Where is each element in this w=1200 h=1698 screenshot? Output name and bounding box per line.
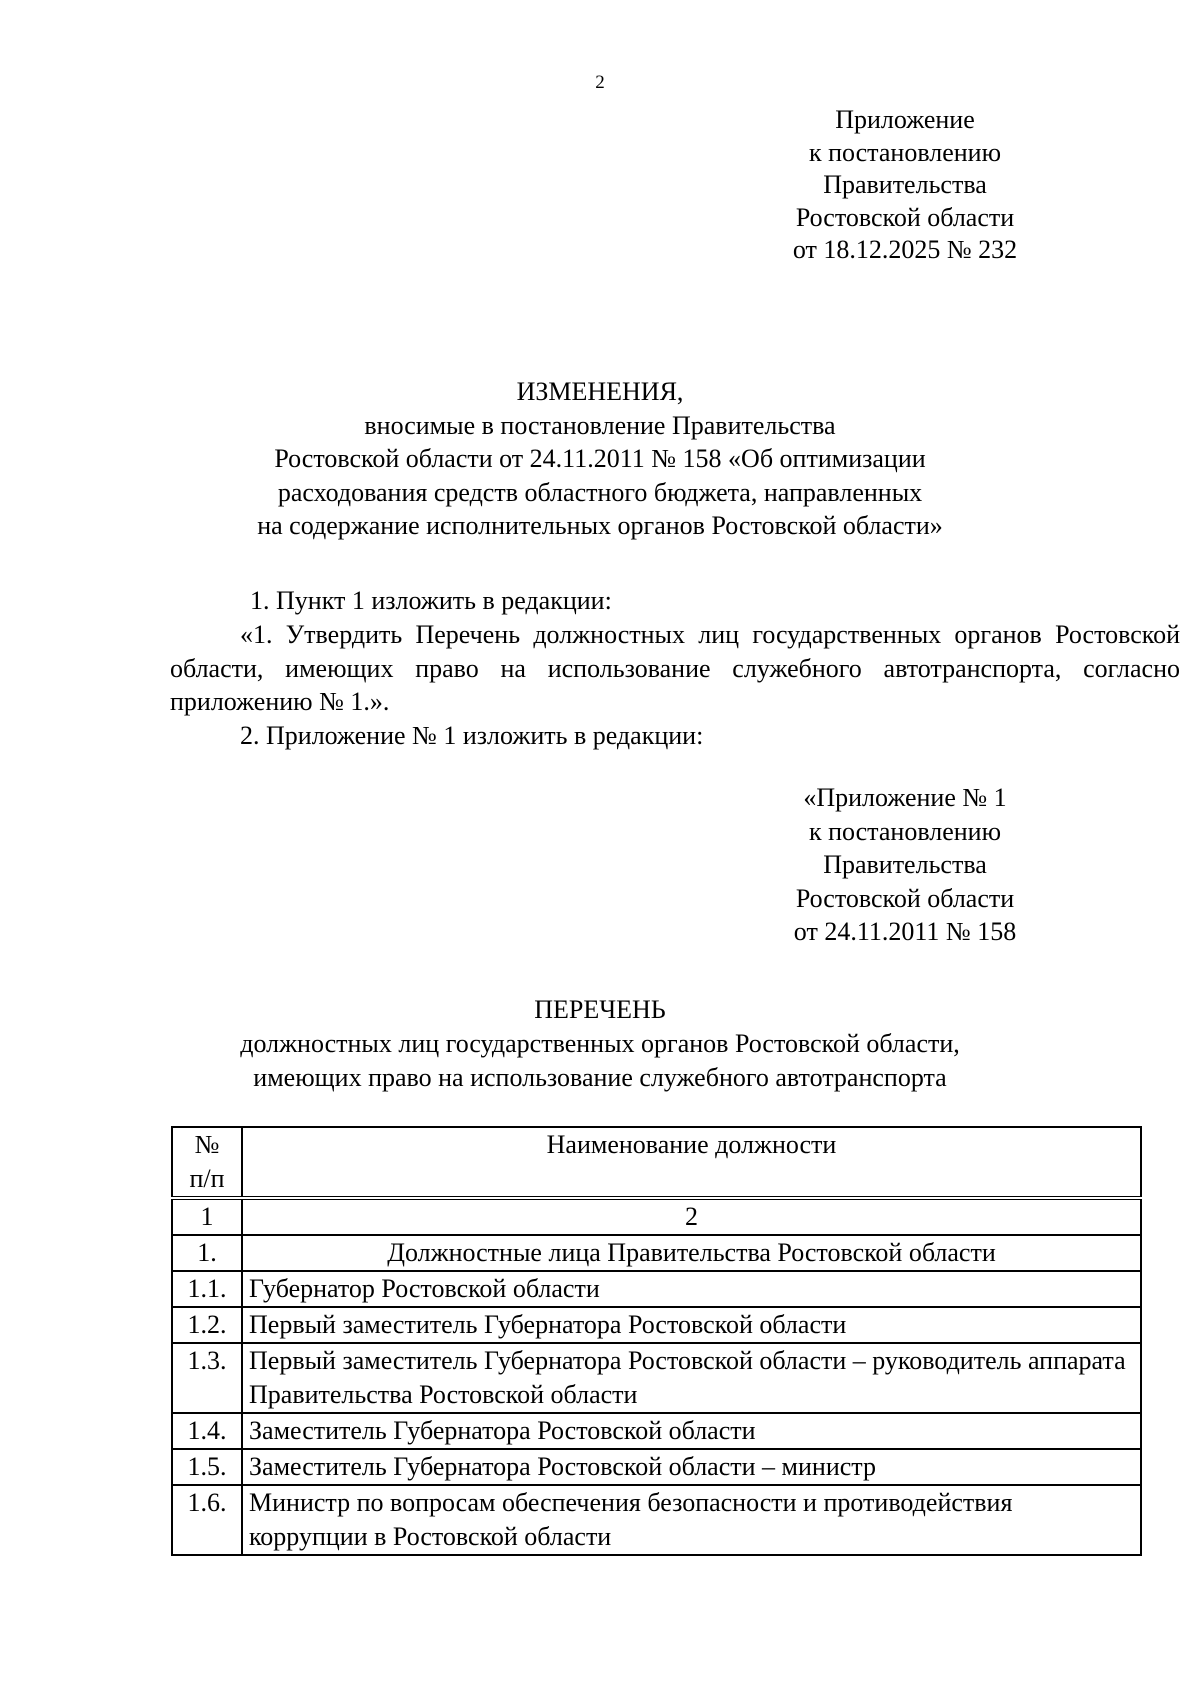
row-num-cell: 1.2. [172, 1307, 242, 1343]
row-name-cell: Министр по вопросам обеспечения безопасности и противодействия коррупции в Ростовской области [242, 1485, 1141, 1555]
header-name-cell: Наименование должности [242, 1127, 1141, 1198]
appendix-header-line: Правительства [823, 170, 987, 199]
list-heading: ПЕРЕЧЕНЬ [534, 995, 666, 1024]
changes-title-line: расходования средств областного бюджета, направленных [277, 477, 923, 507]
changes-title-line: на содержание исполнительных органов Ростовской области» [257, 511, 943, 540]
changes-title-line: вносимые в постановление Правительства [364, 410, 836, 440]
changes-heading: ИЗМЕНЕНИЯ, [516, 377, 684, 406]
changes-title-line: Ростовской области от 24.11.2011 № 158 «Об оптимизации [274, 444, 926, 473]
item-2-paragraph: 2. Приложение № 1 изложить в редакции: [240, 721, 704, 750]
appendix-header-line: от 18.12.2025 № 232 [792, 235, 1018, 264]
appendix-header [715, 104, 1095, 267]
row-name-cell: Заместитель Губернатора Ростовской области – министр [242, 1449, 1141, 1485]
appendix-header-line: к постановлению [808, 137, 1002, 167]
appendix-1-line: от 24.11.2011 № 158 [793, 917, 1017, 946]
list-title-line: должностных лиц государственных органов Ростовской области, [240, 1029, 960, 1058]
table-row [172, 1343, 1141, 1413]
table-row [172, 1271, 1141, 1307]
quoted-point-paragraph: «1. Утвердить Перечень должностных лиц государственных органов Ростовской области, имеющих право на использование служебного автотранспорта, согласно приложению № 1.». [170, 620, 1180, 716]
section-name-cell: Должностные лица Правительства Ростовской области [242, 1235, 1141, 1271]
item-1-paragraph: 1. Пункт 1 изложить в редакции: [250, 586, 612, 615]
appendix-1-line: Ростовской области [795, 883, 1015, 913]
column-number-row [172, 1198, 1141, 1235]
header-num-cell [172, 1127, 242, 1198]
appendix-1-line: Правительства [823, 850, 987, 879]
changes-title [0, 375, 1200, 543]
row-num-cell: 1.4. [172, 1413, 242, 1449]
header-num-label: № [194, 1130, 220, 1159]
row-name-cell: Первый заместитель Губернатора Ростовской области [242, 1307, 1141, 1343]
list-title-line: имеющих право на использование служебного автотранспорта [253, 1063, 947, 1092]
page-number: 2 [595, 72, 605, 93]
row-name-cell: Первый заместитель Губернатора Ростовской области – руководитель аппарата Правительства Ростовской области [242, 1343, 1141, 1413]
section-row [172, 1235, 1141, 1271]
section-num-cell: 1. [172, 1235, 242, 1271]
positions-table [171, 1126, 1142, 1556]
row-num-cell: 1.6. [172, 1485, 242, 1555]
table-header-row [172, 1127, 1141, 1198]
appendix-header-line: Приложение [835, 105, 975, 134]
row-num-cell: 1.3. [172, 1343, 242, 1413]
column-number-cell: 1 [172, 1198, 242, 1235]
table-row [172, 1413, 1141, 1449]
table-row [172, 1449, 1141, 1485]
row-num-cell: 1.1. [172, 1271, 242, 1307]
appendix-1-line: к постановлению [808, 816, 1002, 846]
table-row [172, 1485, 1141, 1555]
appendix-1-header [715, 781, 1095, 949]
row-num-cell: 1.5. [172, 1449, 242, 1485]
table-row [172, 1307, 1141, 1343]
column-number-cell: 2 [242, 1198, 1141, 1235]
header-num-label: п/п [189, 1164, 225, 1193]
appendix-header-line: Ростовской области [795, 202, 1015, 232]
row-name-cell: Губернатор Ростовской области [242, 1271, 1141, 1307]
appendix-1-line: «Приложение № 1 [803, 783, 1007, 812]
list-title [0, 993, 1200, 1095]
row-name-cell: Заместитель Губернатора Ростовской области [242, 1413, 1141, 1449]
